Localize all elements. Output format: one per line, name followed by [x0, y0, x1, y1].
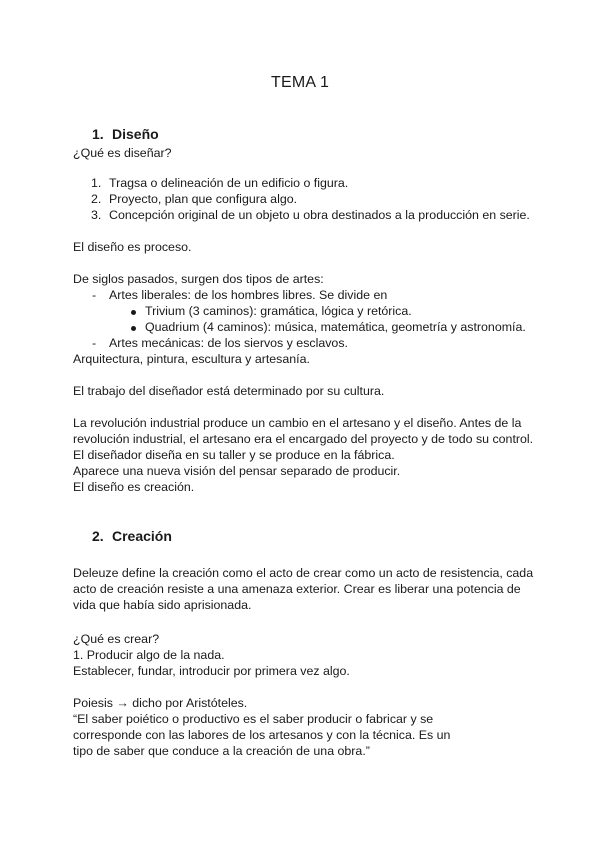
quote-line: corresponde con las labores de los artesanos y con la técnica. Es un [73, 728, 451, 742]
list-item-quadrium: Quadrium (4 caminos): música, matemática, geometría y astronomía. [145, 320, 526, 334]
page-title: TEMA 1 [271, 74, 330, 91]
list-item-liberales: Artes liberales: de los hombres libres. Se divide en [109, 288, 388, 302]
def-number: 2. [91, 192, 102, 206]
paragraph-deleuze-line: Deleuze define la creación como el acto de crear como un acto de resistencia, cada [73, 566, 534, 580]
paragraph-proceso: El diseño es proceso. [73, 240, 192, 254]
paragraph-revolucion-line: La revolución industrial produce un cambio en el artesano y el diseño. Antes de la [73, 416, 522, 430]
list-item-mecanicas: Artes mecánicas: de los siervos y esclavos. [109, 336, 348, 350]
paragraph-revolucion-line: Aparece una nueva visión del pensar separado de producir. [73, 464, 401, 478]
def-item: Tragsa o delineación de un edificio o figura. [109, 176, 349, 190]
paragraph-producir: 1. Producir algo de la nada. [73, 648, 225, 662]
def-number: 3. [91, 208, 102, 222]
section-1-number: 1. [92, 126, 104, 142]
question-crear: ¿Qué es crear? [73, 632, 160, 646]
paragraph-revolucion-line: El diseño es creación. [73, 480, 195, 494]
bullet-dot-icon [131, 326, 136, 331]
bullet-dot-icon [131, 310, 136, 315]
paragraph-siglos: De siglos pasados, surgen dos tipos de artes: [73, 272, 324, 286]
paragraph-poiesis: Poiesis → dicho por Aristóteles. [73, 696, 248, 710]
def-number: 1. [91, 176, 102, 190]
quote-line: tipo de saber que conduce a la creación de una obra.” [73, 744, 370, 758]
dash-bullet-icon: - [92, 336, 97, 350]
paragraph-deleuze-line: vida que había sido aprisionada. [73, 598, 252, 612]
def-item: Proyecto, plan que configura algo. [109, 192, 298, 206]
section-2-number: 2. [92, 528, 104, 544]
paragraph-arquitectura: Arquitectura, pintura, escultura y artesanía. [73, 352, 310, 366]
dash-bullet-icon: - [92, 288, 97, 302]
paragraph-revolucion-line: El diseñador diseña en su taller y se produce en la fábrica. [73, 448, 395, 462]
paragraph-deleuze-line: acto de creación resiste a una amenaza exterior. Crear es liberar una potencia de [73, 582, 521, 596]
section-2-heading: Creación [112, 528, 172, 544]
section-1-heading: Diseño [112, 126, 159, 142]
list-item-trivium: Trivium (3 caminos): gramática, lógica y retórica. [145, 304, 412, 318]
def-item: Concepción original de un objeto u obra destinados a la producción en serie. [109, 208, 530, 222]
quote-line: “El saber poiético o productivo es el saber producir o fabricar y se [73, 712, 434, 726]
paragraph-trabajo: El trabajo del diseñador está determinado por su cultura. [73, 384, 385, 398]
paragraph-establecer: Establecer, fundar, introducir por primera vez algo. [73, 664, 350, 678]
paragraph-revolucion-line: revolución industrial, el artesano era el encargado del proyecto y de todo su control. [73, 432, 534, 446]
question-disenar: ¿Qué es diseñar? [73, 146, 172, 160]
